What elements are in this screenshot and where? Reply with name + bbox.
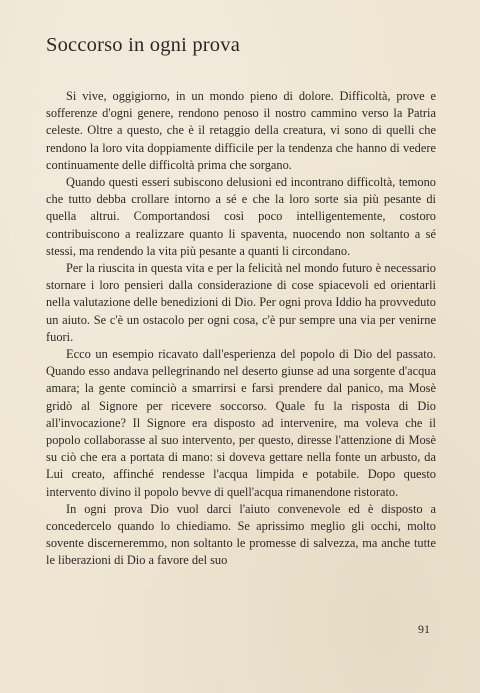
page-number: 91 [418,622,430,636]
paragraph-3: Per la riuscita in questa vita e per la felicità nel mondo futuro è necessario stornare i loro pensieri dalla considerazione di cose spiacevoli ed orientarli nella valutazione delle benedizioni di Dio. Per ogni prova Iddio ha provveduto un aiuto. Se c'è un ostacolo per ogni cosa, c'è pur sempre una via per venirne fuori. [46,261,436,344]
paragraph-4: Ecco un esempio ricavato dall'esperienza del popolo di Dio del passato. Quando esso andava pellegrinando nel deserto giunse ad una sorgente d'acqua amara; la gente cominciò a smarrirsi e farsi prendere dal panico, ma Mosè gridò al Signore per ricevere soccorso. Quale fu la risposta di Dio all'invocazione? Il Signore era disposto ad intervenire, ma voleva che il popolo collaborasse al suo intervento, per questo, diresse l'attenzione di Mosè su ciò che era a portata di mano: si doveva gettare nella fonte un arbusto, da Lui creato, affinché rendesse l'acqua limpida e potabile. Dopo questo intervento divino il popolo bevve di quell'acqua rimanendone ristorato. [46,347,436,499]
body-text [46,88,436,570]
paragraph-2: Quando questi esseri subiscono delusioni ed incontrano difficoltà, temono che tutto debba crollare intorno a sé e che la loro sorte sia più pesante di quella altrui. Comportandosi così poco intelligentemente, costoro contribuiscono a realizzare quanto li spaventa, nuocendo non soltanto a sé stessi, ma rendendo la vita più pesante a quanti li circondano. [46,175,436,258]
paragraph-1: Si vive, oggigiorno, in un mondo pieno di dolore. Difficoltà, prove e sofferenze d'ogni genere, rendono penoso il nostro cammino verso la Patria celeste. Oltre a questo, che è il retaggio della creatura, vi sono di quelli che rendono la loro vita doppiamente difficile per la tendenza che hanno di vedere continuamente delle difficoltà prima che sorgano. [46,89,436,172]
chapter-title: Soccorso in ogni prova [46,34,240,56]
paragraph-5: In ogni prova Dio vuol darci l'aiuto convenevole ed è disposto a concedercelo quando lo chiediamo. Se aprissimo meglio gli occhi, molto sovente discerneremmo, non soltanto le promesse di salvezza, ma anche tutte le liberazioni di Dio a favore del suo [46,501,436,568]
